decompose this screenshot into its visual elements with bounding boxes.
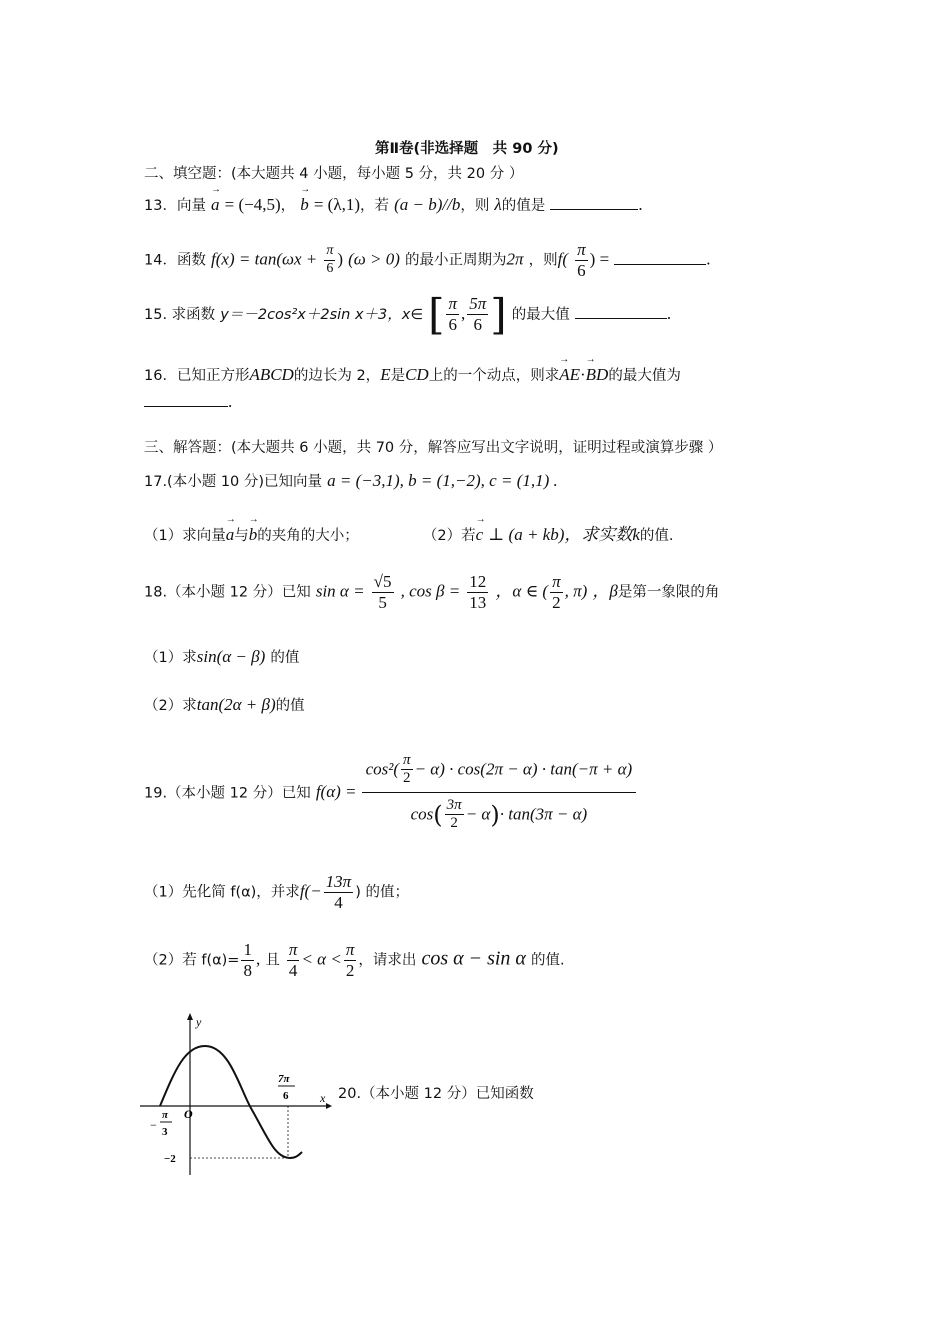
question-16-answer-blank: .: [144, 392, 232, 412]
part3-header: 三、解答题：(本大题共 6 小题，共 70 分，解答应写出文字说明，证明过程或演算步骤 ）: [144, 440, 723, 456]
question-17: 17.(本小题 10 分)已知向量 a = (−3,1), b = (1,−2), c = (1,1) .: [144, 471, 558, 490]
graph-neg-sign: −: [150, 1118, 157, 1132]
sine-graph: [140, 1010, 340, 1180]
section-title: 第Ⅱ卷(非选择题 共 90 分): [375, 141, 559, 157]
question-18-part2: （2）求tan(2α + β)的值: [144, 695, 305, 714]
graph-y-label: y: [196, 1015, 202, 1029]
question-18: 18.（本小题 12 分）已知 sin α = $\frac{√5}{5}$ , cos β = $\frac{12}{13}$ ，α ∈ ( $\frac{\pi}{2}$ , π) ，β是第一象限的角: [144, 572, 720, 612]
graph-origin: O: [184, 1107, 193, 1121]
vec-b: → b: [300, 195, 309, 215]
question-20: 20.（本小题 12 分）已知函数: [338, 1086, 534, 1102]
graph-six: 6: [283, 1090, 289, 1102]
vec-a: → a: [211, 195, 220, 215]
graph-neg-pi: π: [162, 1109, 169, 1121]
question-19-part1: （1）先化简 f(α)，并求f(− $\frac{13\pi}{4}$ ) 的值；: [144, 872, 409, 912]
graph-x-label: x: [320, 1091, 326, 1105]
question-13: 13．向量 → a = (−4,5)， → b = (λ,1)，若 (a − b)//b，则 λ的值是 .: [144, 194, 643, 215]
question-19-part2: （2）若 f(α)= $\frac{1}{8}$ , 且 $\frac{\pi}{4}$ < α < $\frac{\pi}{2}$ ，请求出 cos α − sin α 的值.: [144, 940, 565, 980]
question-14: 14．函数 f(x) = tan(ωx + $\frac{\pi}{6}$ ) (ω > 0) 的最小正周期为2π ，则f( $\frac{\pi}{6}$ ) = .: [144, 240, 711, 280]
question-18-part1: （1）求sin(α − β) 的值: [144, 647, 300, 666]
graph-neg-two: −2: [164, 1153, 176, 1165]
part2-header: 二、填空题：(本大题共 4 小题，每小题 5 分，共 20 分 ）: [144, 166, 524, 182]
question-19: 19.（本小题 12 分）已知 f(α) = cos²( $\frac{\pi}{2}$ − α) · cos(2π − α) · tan(−π + α) cos( $\frac{3\pi}{2}$ − α)· tan(3π − α): [144, 752, 636, 832]
question-17-parts: （1）求向量→ a与→ b的夹角的大小； （2）若→ c ⊥ (a + kb)，求实数k的值.: [144, 520, 674, 545]
graph-seven-pi: 7π: [278, 1073, 290, 1085]
question-16: 16．已知正方形ABCD的边长为 2，E是CD上的一个动点，则求→ AE·→ BD的最大值为: [144, 364, 681, 385]
graph-neg-three: 3: [162, 1126, 168, 1138]
question-15: 15. 求函数 y＝－2cos²x＋2sin x＋3，x∈ [ $\frac{\pi}{6}$ , $\frac{5\pi}{6}$ ] 的最大值 .: [144, 290, 672, 339]
